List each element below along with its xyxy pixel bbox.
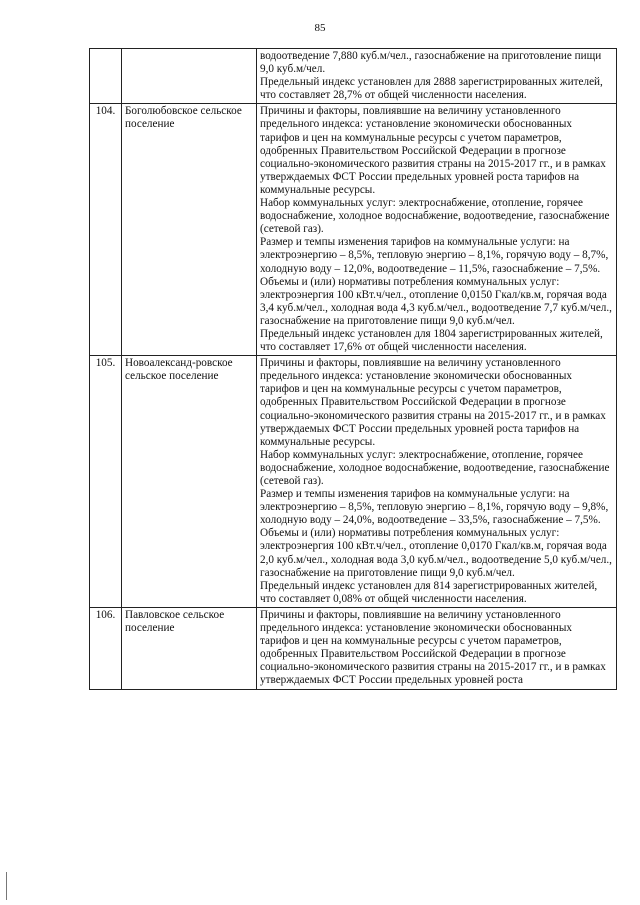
- table-row: [90, 356, 617, 608]
- paragraph: Предельный индекс установлен для 814 зарегистрированных жителей, что составляет 0,08% от общей численности населения.: [260, 579, 598, 605]
- table-row: [90, 104, 617, 356]
- row-number: 104.: [90, 104, 122, 356]
- paragraph: Размер и темпы изменения тарифов на коммунальные услуги: на электроэнергию – 8,5%, тепловую энергию – 8,1%, горячую воду – 9,8%, холодную воду – 24,0%, водоотведение – 33,5%, газоснабжение – 7,5%.: [260, 488, 609, 527]
- row-number: [90, 49, 122, 104]
- page-number: 85: [314, 22, 326, 34]
- scan-artifact: [6, 872, 7, 900]
- paragraph: Объемы и (или) нормативы потребления коммунальных услуг: электроэнергия 100 кВт.ч/чел., отопление 0,0170 Гкал/кв.м, горячая вода 2,0 куб.м/чел., холодная вода 3,0 куб.м/чел., водоотведение 5,0 куб.м/чел., газоснабжение на приготовление пищи 9,0 куб.м/чел.: [260, 527, 612, 579]
- paragraph: Причины и факторы, повлиявшие на величину установленного предельного индекса: установление экономически обоснованных тарифов и цен на коммунальные ресурсы с учетом параметров, одобренных Правительством Российской Федерации в прогнозе социально-экономического развития страны на 2015-2017 гг., и в рамках утверждаемых ФСТ России предельных уровней роста: [260, 608, 606, 687]
- paragraph: Набор коммунальных услуг: электроснабжение, отопление, горячее водоснабжение, холодное водоснабжение, водоотведение, газоснабжение (сетевой газ).: [260, 448, 610, 487]
- paragraph: Размер и темпы изменения тарифов на коммунальные услуги: на электроэнергию – 8,5%, тепловую энергию – 8,1%, горячую воду – 8,7%, холодную воду – 12,0%, водоотведение – 11,5%, газоснабжение – 7,5%.: [260, 236, 609, 275]
- row-description: [257, 49, 617, 104]
- settlement-name: Новоалександ-ровское сельское поселение: [122, 356, 257, 608]
- table-row: [90, 607, 617, 689]
- paragraph: Причины и факторы, повлиявшие на величину установленного предельного индекса: установление экономически обоснованных тарифов и цен на коммунальные ресурсы с учетом параметров, одобренных Правительством Российской Федерации в прогнозе социально-экономического развития страны на 2015-2017 гг., и в рамках утверждаемых ФСТ России предельных уровней роста тарифов на коммунальные ресурсы.: [260, 357, 606, 448]
- settlement-name: [122, 49, 257, 104]
- paragraph: Причины и факторы, повлиявшие на величину установленного предельного индекса: установление экономически обоснованных тарифов и цен на коммунальные ресурсы с учетом параметров, одобренных Правительством Российской Федерации в прогнозе социально-экономического развития страны на 2015-2017 гг., и в рамках утверждаемых ФСТ России предельных уровней роста тарифов на коммунальные ресурсы.: [260, 105, 606, 196]
- row-description: [257, 607, 617, 689]
- paragraph: Объемы и (или) нормативы потребления коммунальных услуг: электроэнергия 100 кВт.ч/чел., отопление 0,0150 Гкал/кв.м, горячая вода 3,4 куб.м/чел., холодная вода 4,3 куб.м/чел., водоотведение 7,7 куб.м/чел., газоснабжение на приготовление пищи 9,0 куб.м/чел.: [260, 275, 612, 327]
- paragraph: Набор коммунальных услуг: электроснабжение, отопление, горячее водоснабжение, холодное водоснабжение, водоотведение, газоснабжение (сетевой газ).: [260, 197, 610, 236]
- settlement-name: Павловское сельское поселение: [122, 607, 257, 689]
- settlements-table: [89, 48, 617, 690]
- row-description: [257, 104, 617, 356]
- table-row: [90, 49, 617, 104]
- paragraph: Предельный индекс установлен для 2888 зарегистрированных жителей, что составляет 28,7% от общей численности населения.: [260, 76, 603, 102]
- paragraph: водоотведение 7,880 куб.м/чел., газоснабжение на приготовление пищи 9,0 куб.м/чел.: [260, 50, 602, 76]
- settlement-name: Боголюбовское сельское поселение: [122, 104, 257, 356]
- row-number: 106.: [90, 607, 122, 689]
- paragraph: Предельный индекс установлен для 1804 зарегистрированных жителей, что составляет 17,6% от общей численности населения.: [260, 327, 603, 354]
- row-description: [257, 356, 617, 608]
- row-number: 105.: [90, 356, 122, 608]
